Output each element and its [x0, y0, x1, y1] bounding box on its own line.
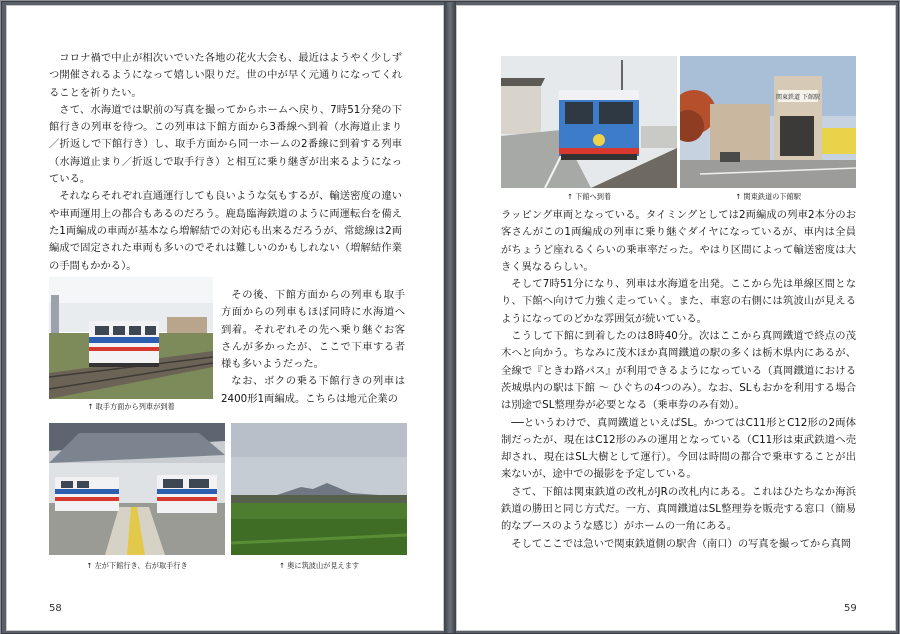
viewer-frame — [1, 1, 899, 634]
paragraph: ──というわけで、真岡鐵道といえばSL。かつてはC11形とC12形の2両体制だったが、現在はC12形のみの運用となっている（C11形は東武鉄道へ売却され、現在はSL大樹として運行）。今回は時間の都合で乗車することが出来ないが、途中での撮影を予定している。 — [501, 416, 856, 481]
photo-mount-tsukuba — [231, 423, 407, 555]
photo-kanto-tetsudo-shimodate-station — [680, 56, 856, 188]
photo-arrival-shimodate — [501, 56, 677, 188]
right-text — [501, 207, 856, 553]
right-page — [456, 5, 896, 631]
paragraph: そして7時51分になり、列車は水海道を出発。ここから先は単線区間となり、下館へ向けて力強く走っていく。また、車窓の右側には筑波山が見えるようになってのどかな雰囲気が続いている。 — [501, 278, 856, 325]
paragraph: さて、下館は関東鉄道の改札がJRの改札内にある。これはひたちなか海浜鉄道の勝田と同じ方式だ。一方、真岡鐵道はSL整理券を販売する窓口（簡易的なブースのような感じ）がホームの一角にある。 — [501, 485, 856, 533]
paragraph: こうして下館に到着したのは8時40分。次はここから真岡鐵道で終点の茂木へと向かう。ちなみに茂木ほか真岡鐵道の駅の多くは栃木県内にあるが、全線で『ときわ路パス』が利用できるようになっている（真岡鐵道における茨城県内の駅は下館 〜 ひぐちの4つのみ）。なお、SLもおかを利用する場合は別途でSL整理券が必要となる（乗車券のみ有効）。 — [501, 330, 856, 412]
paragraph: それならそれぞれ直通運行しても良いような気もするが、輸送密度の違いや車両運用上の都合もあるのだろう。鹿島臨海鉄道のように両運転台を備えた1両編成の車両が基本なら増解結での対応も出来るだろうが、常総線は2両編成で固定された車両も多いのでそれは難しいのかもしれない（増解結作業の手間もかかる）。 — [49, 190, 402, 272]
photo-caption: ↑ 奥に筑波山が見えます — [278, 561, 360, 570]
left-page — [6, 5, 444, 631]
page-number: 59 — [844, 603, 857, 614]
left-side-text — [221, 287, 405, 408]
paragraph: そしてここでは急いで関東鉄道側の駅舎（南口）の写真を撮ってから真岡 — [511, 537, 852, 550]
paragraph: ラッピング車両となっている。タイミングとしては2両編成の列車2本分のお客さんがこの1両編成の列車に乗り継ぐダイヤになっているが、車内は全員がちょうど座れるくらいの乗車率だった。やはり区間によって輸送密度は大きく異なるらしい。 — [501, 209, 856, 273]
paragraph: コロナ禍で中止が相次いでいた各地の花火大会も、最近はようやく少しずつ開催されるようになって嬉しい限りだ。世の中が早く元通りになってくれることを祈りたい。 — [49, 52, 402, 99]
station-sign-text: 関東鉄道 下館駅 — [776, 94, 820, 101]
paragraph: さて、水海道では駅前の写真を撮ってからホームへ戻り、7時51分発の下館行きの列車を待つ。この列車は下館方面から3番線へ到着（水海道止まり／折返しで下館行き）し、取手方面から同一ホームの2番線に到着する列車（水海道止まり／折返しで取手行き）と相互に乗り継ぎが出来るようになっている。 — [49, 103, 402, 186]
paragraph: その後、下館方面からの列車も取手方面からの列車もほぼ同時に水海道へ到着。それぞれその先へ乗り継ぐお客さんが多かったが、ここで下車する者様も多いようだった。 — [221, 289, 405, 371]
paragraph: なお、ボクの乗る下館行きの列車は2400形1両編成。こちらは地元企業の — [221, 375, 405, 405]
photo-train-from-toride — [49, 277, 213, 399]
photo-caption: ↑ 関東鉄道の下館駅 — [735, 192, 801, 201]
photo-caption: ↑ 左が下館行き、右が取手行き — [86, 561, 188, 570]
page-number: 58 — [49, 603, 62, 614]
photo-caption: ↑ 下館へ到着 — [566, 192, 612, 201]
photo-caption: ↑ 取手方面から列車が到着 — [87, 402, 175, 411]
book-gutter — [444, 2, 456, 633]
left-top-text — [49, 50, 402, 275]
photo-two-trains-platform — [49, 423, 225, 555]
